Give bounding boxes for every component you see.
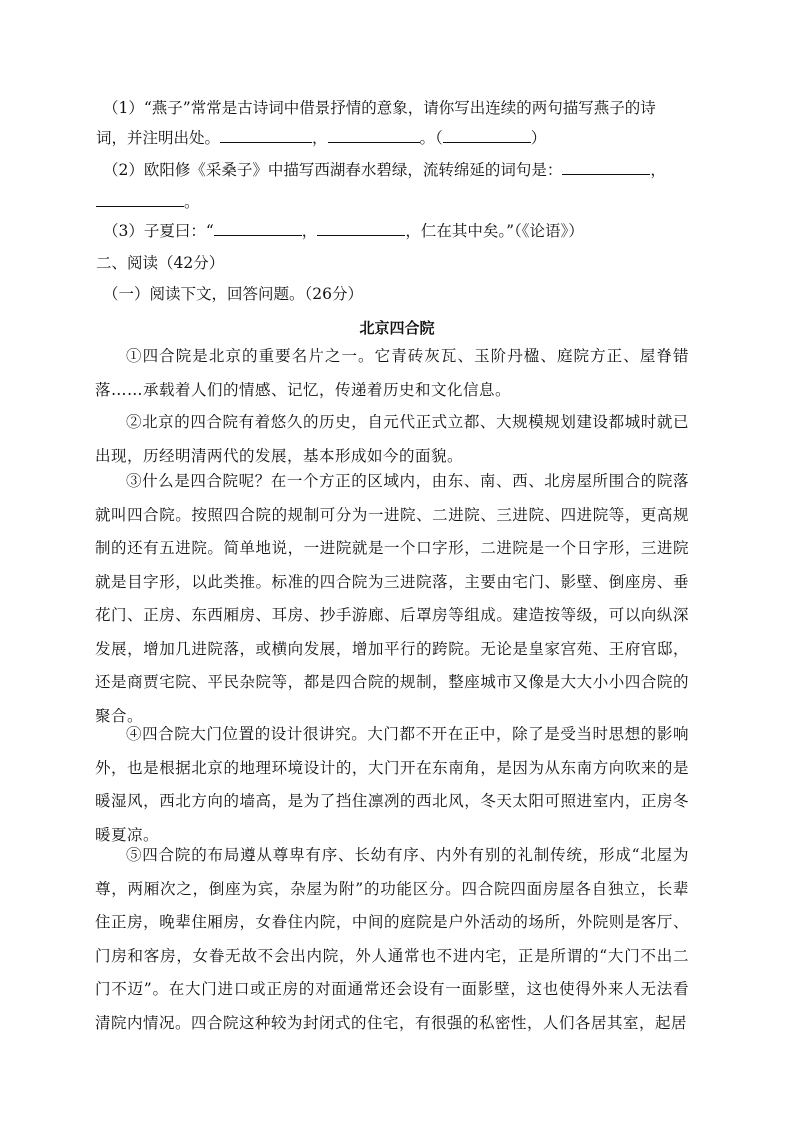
punctuation: 。（: [419, 129, 443, 147]
punctuation: ，: [650, 161, 666, 179]
question-1-line-1: （1）“燕子”常常是古诗词中借景抒情的意象，请你写出连续的两句描写燕子的诗: [103, 99, 656, 117]
answer-blank[interactable]: [317, 221, 405, 236]
paragraph-3: ③什么是四合院呢？在一个方正的区域内，由东、南、西、北房屋所围合的院落就叫四合院。按照四合院的规制可分为一进院、二进院、三进院、四进院等，更高规制的还有五进院。简单地说，一进院就是一个口字形，二进院是一个日字形，三进院就是目字形，以此类推。标准的四合院为三进院落，主要由宅门、影壁、倒座房、垂花门、正房、东西厢房、耳房、抄手游廊、后罩房等组成。建造按等级，可以向纵深发展，增加几进院落，或横向发展，增加平行的跨院。无论是皇家宫苑、王府官邸，还是商贾宅院、平民杂院等，都是四合院的规制，整座城市又像是大大小小四合院的聚合。: [95, 472, 689, 725]
paragraph-4: ④四合院大门位置的设计很讲究。大门都不开在正中，除了是受当时思想的影响外，也是根据北京的地理环境设计的，大门开在东南角，是因为从东南方向吹来的是暖湿风，西北方向的墙高，是为了挡住凛冽的西北风，冬天太阳可照进室内，正房冬暖夏凉。: [95, 725, 689, 844]
answer-blank[interactable]: [562, 160, 650, 175]
punctuation: ，: [312, 129, 328, 147]
answer-blank[interactable]: [328, 128, 420, 143]
question-2-line-2: [96, 192, 200, 212]
question-2-line-1: [103, 160, 666, 180]
paragraph-1: ①四合院是北京的重要名片之一。它青砖灰瓦、玉阶丹楹、庭院方正、屋脊错落……承载着人们的情感、记忆，传递着历史和文化信息。: [95, 347, 689, 399]
subsection-heading: （一）阅读下文，回答问题。（26分）: [103, 285, 363, 303]
answer-blank[interactable]: [443, 128, 531, 143]
punctuation: ，: [301, 222, 318, 240]
answer-blank[interactable]: [220, 128, 312, 143]
article-title: 北京四合院: [359, 319, 435, 337]
punctuation: ）: [530, 129, 547, 147]
question-3: [103, 221, 584, 241]
question-1-line-2: [96, 128, 546, 148]
section-heading: 二、阅读（42分）: [96, 254, 225, 272]
question-3-prefix: （3）子夏曰：“: [103, 222, 214, 240]
question-1-prefix: 词，并注明出处。: [96, 129, 221, 147]
punctuation: 。: [184, 193, 200, 211]
paragraph-5: ⑤四合院的布局遵从尊卑有序、长幼有序、内外有别的礼制传统，形成“北屋为尊，两厢次之，倒座为宾，杂屋为附”的功能区分。四合院四面房屋各自独立，长辈住正房，晚辈住厢房，女眷住内院，中间的庭院是户外活动的场所，外院则是客厅、门房和客房，女眷无故不会出内院，外人通常也不进内宅，正是所谓的“大门不出二门不迈”。在大门进口或正房的对面通常还会设有一面影壁，这也使得外来人无法看清院内情况。四合院这种较为封闭式的住宅，有很强的私密性，人们各居其室，起居: [95, 846, 689, 1032]
question-2-text: （2）欧阳修《采桑子》中描写西湖春水碧绿，流转绵延的词句是：: [103, 161, 563, 179]
paragraph-2: ②北京的四合院有着悠久的历史，自元代正式立都、大规模规划建设都城时就已出现，历经明清两代的发展，基本形成如今的面貌。: [95, 413, 689, 465]
answer-blank[interactable]: [96, 192, 184, 207]
answer-blank[interactable]: [214, 221, 302, 236]
question-3-suffix: ，仁在其中矣。”（《论语》）: [405, 222, 584, 240]
